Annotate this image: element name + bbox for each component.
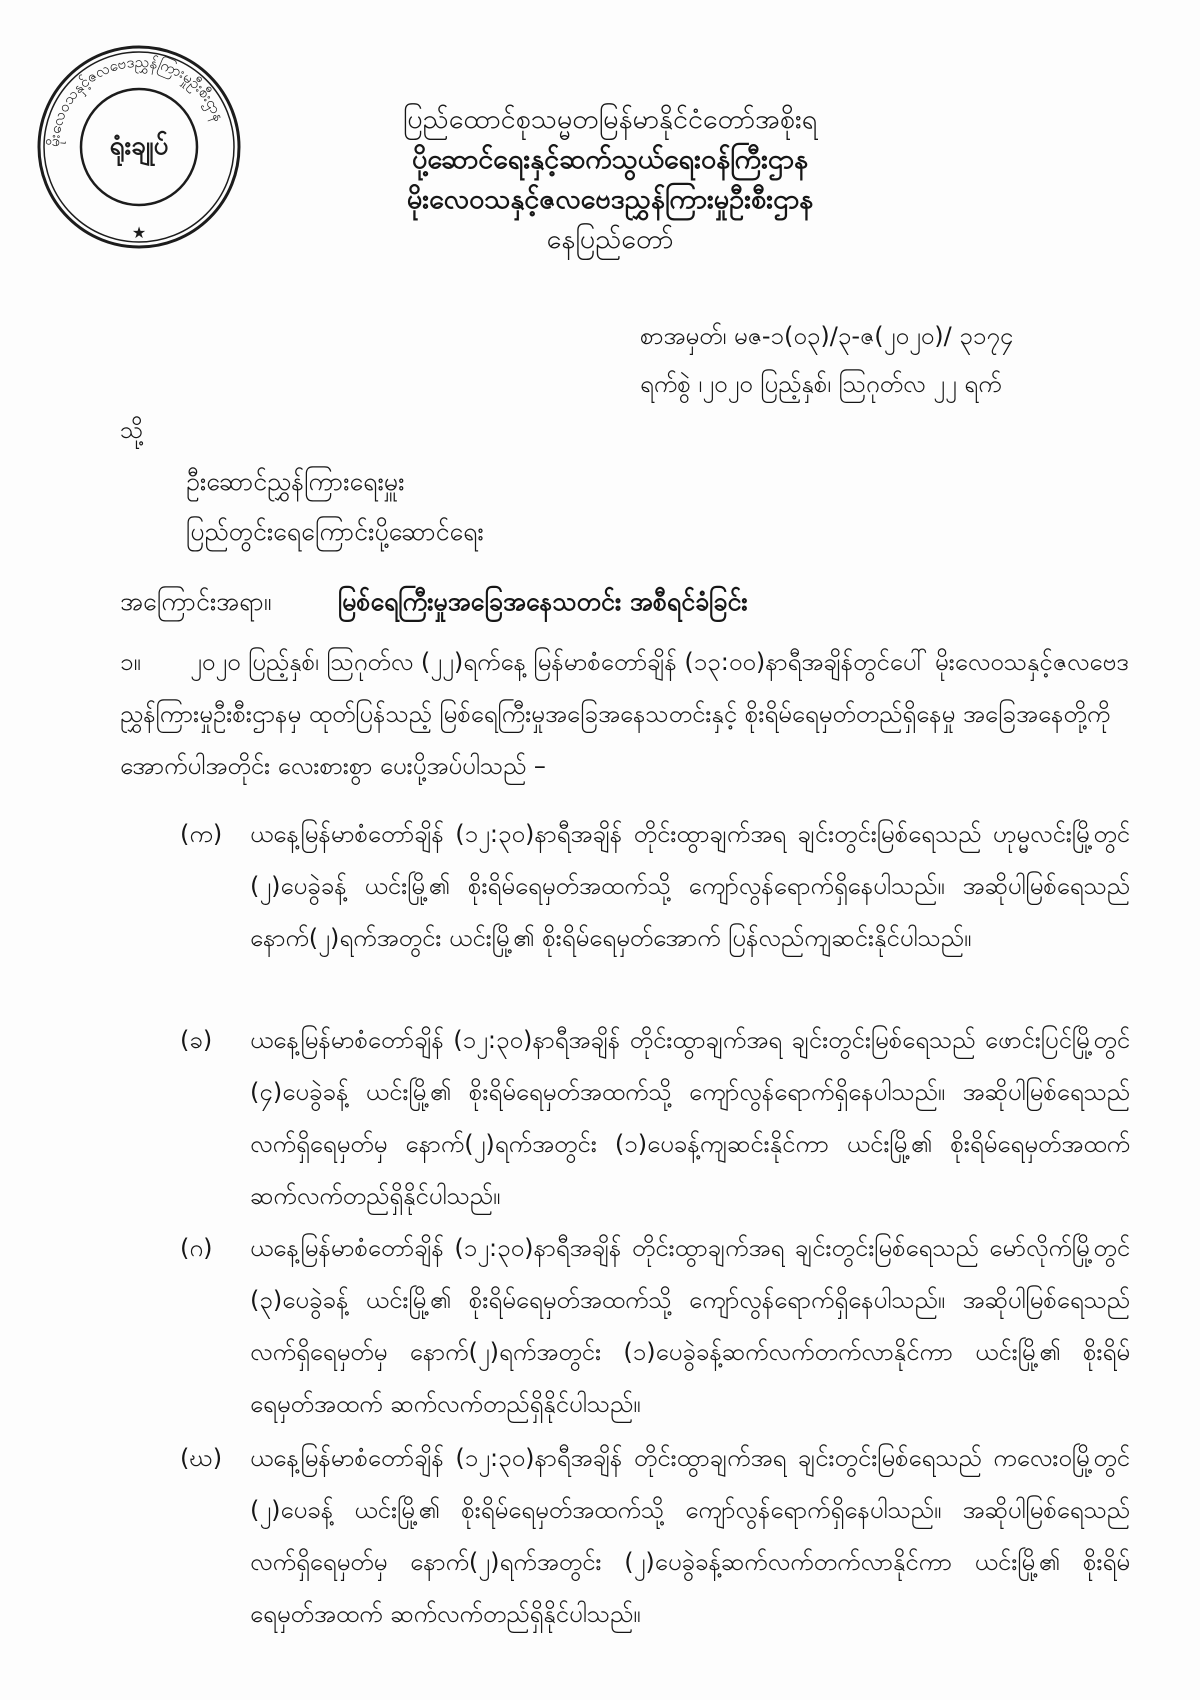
seal-ring-text: မိုးလေဝသနှင့်ဇလဗေဒညွှန်ကြားမှုဦးစီးဌာန (44, 52, 229, 148)
subject-line (120, 586, 1120, 623)
header-government: ပြည်ထောင်စုသမ္မတမြန်မာနိုင်ငံတော်အစိုးရ (402, 104, 818, 135)
list-item-marker: (ဂ) (180, 1234, 213, 1262)
letterhead (300, 100, 920, 260)
list-item-marker: (ဃ) (180, 1444, 223, 1472)
paragraph-1 (120, 636, 1130, 792)
header-department: မိုးလေဝသနှင့်ဇလဗေဒညွှန်ကြားမှုဦးစီးဌာန (406, 184, 814, 215)
recipient-organization: ပြည်တွင်းရေကြောင်းပို့ဆောင်ရေး (186, 517, 484, 546)
paragraph-number: ၁။ (120, 648, 141, 676)
subject-text: မြစ်ရေကြီးမှုအခြေအနေသတင်း အစီရင်ခံခြင်း (337, 587, 748, 616)
list-item-text: ယနေ့မြန်မာစံတော်ချိန် (၁၂:၃၀)နာရီအချိန် တိုင်းထွာချက်အရ ချင်းတွင်းမြစ်ရေသည် ဖောင်းပြင်မြို့တွင် (၄)ပေခွဲခန့် ယင်းမြို့၏ စိုးရိမ်ရေမှတ်အထက်သို့ ကျော်လွန်ရောက်ရှိနေပါသည်။ အဆိုပါမြစ်ရေသည် လက်ရှိရေမှတ်မှ နောက်(၂)ရက်အတွင်း (၁)ပေခန့်ကျဆင်းနိုင်ကာ ယင်းမြို့၏ စိုးရိမ်ရေမှတ်အထက် ဆက်လက်တည်ရှိနိုင်ပါသည်။ (250, 1026, 1130, 1210)
reference-date: ရက်စွဲ ၊၂၀၂၀ ပြည့်နှစ်၊ ဩဂုတ်လ ၂၂ ရက် (640, 370, 1002, 398)
list-item-ka (180, 808, 1130, 964)
list-item-kha (180, 1014, 1130, 1222)
to-label: သို့ (120, 416, 144, 444)
list-item-marker: (က) (180, 820, 223, 848)
header-city: နေပြည်တော် (546, 224, 674, 255)
recipient-title: ဦးဆောင်ညွှန်ကြားရေးမှူး (186, 467, 405, 496)
list-item-text: ယနေ့မြန်မာစံတော်ချိန် (၁၂:၃၀)နာရီအချိန် တိုင်းထွာချက်အရ ချင်းတွင်းမြစ်ရေသည် ကလေးဝမြို့တွင် (၂)ပေခန့် ယင်းမြို့၏ စိုးရိမ်ရေမှတ်အထက်သို့ ကျော်လွန်ရောက်ရှိနေပါသည်။ အဆိုပါမြစ်ရေသည် လက်ရှိရေမှတ်မှ နောက်(၂)ရက်အတွင်း (၂)ပေခွဲခန့်ဆက်လက်တက်လာနိုင်ကာ ယင်းမြို့၏ စိုးရိမ်ရေမှတ်အထက် ဆက်လက်တည်ရှိနိုင်ပါသည်။ (250, 1444, 1130, 1628)
seal-star: ★ (131, 223, 147, 242)
reference-number: စာအမှတ်၊ မဇ-၁(၀၃)/၃-ဇ(၂၀၂၀)/ ၃၁၇၄ (640, 322, 1014, 350)
list-item-ga (180, 1222, 1130, 1430)
header-ministry: ပို့ဆောင်ရေးနှင့်ဆက်သွယ်ရေးဝန်ကြီးဌာန (412, 144, 808, 175)
list-item-gha (180, 1432, 1130, 1640)
list-item-text: ယနေ့မြန်မာစံတော်ချိန် (၁၂:၃၀)နာရီအချိန် တိုင်းထွာချက်အရ ချင်းတွင်းမြစ်ရေသည် ဟုမ္မလင်းမြို့တွင် (၂)ပေခွဲခန့် ယင်းမြို့၏ စိုးရိမ်ရေမှတ်အထက်သို့ ကျော်လွန်ရောက်ရှိနေပါသည်။ အဆိုပါမြစ်ရေသည် နောက်(၂)ရက်အတွင်း ယင်းမြို့၏ စိုးရိမ်ရေမှတ်အောက် ပြန်လည်ကျဆင်းနိုင်ပါသည်။ (250, 820, 1130, 952)
seal-center-text: ရုံးချုပ် (109, 131, 169, 161)
subject-label: အကြောင်းအရာ။ (120, 587, 272, 616)
paragraph-text: ၂၀၂၀ ပြည့်နှစ်၊ ဩဂုတ်လ (၂၂)ရက်နေ့ မြန်မာစံတော်ချိန် (၁၃:၀၀)နာရီအချိန်တွင်ပေါ် မိုးလေဝသနှင့်ဇလဗေဒညွှန်ကြားမှုဦးစီးဌာနမှ ထုတ်ပြန်သည့် မြစ်ရေကြီးမှုအခြေအနေသတင်းနှင့် စိုးရိမ်ရေမှတ်တည်ရှိနေမှု အခြေအနေတို့ကို အောက်ပါအတိုင်း လေးစားစွာ ပေးပို့အပ်ပါသည် – (120, 648, 1129, 780)
official-seal (34, 42, 244, 252)
list-item-text: ယနေ့မြန်မာစံတော်ချိန် (၁၂:၃၀)နာရီအချိန် တိုင်းထွာချက်အရ ချင်းတွင်းမြစ်ရေသည် မော်လိုက်မြို့တွင် (၃)ပေခွဲခန့် ယင်းမြို့၏ စိုးရိမ်ရေမှတ်အထက်သို့ ကျော်လွန်ရောက်ရှိနေပါသည်။ အဆိုပါမြစ်ရေသည် လက်ရှိရေမှတ်မှ နောက်(၂)ရက်အတွင်း (၁)ပေခွဲခန့်ဆက်လက်တက်လာနိုင်ကာ ယင်းမြို့၏ စိုးရိမ်ရေမှတ်အထက် ဆက်လက်တည်ရှိနိုင်ပါသည်။ (250, 1234, 1130, 1418)
list-item-marker: (ခ) (180, 1026, 213, 1054)
seal-graphic (34, 42, 244, 252)
